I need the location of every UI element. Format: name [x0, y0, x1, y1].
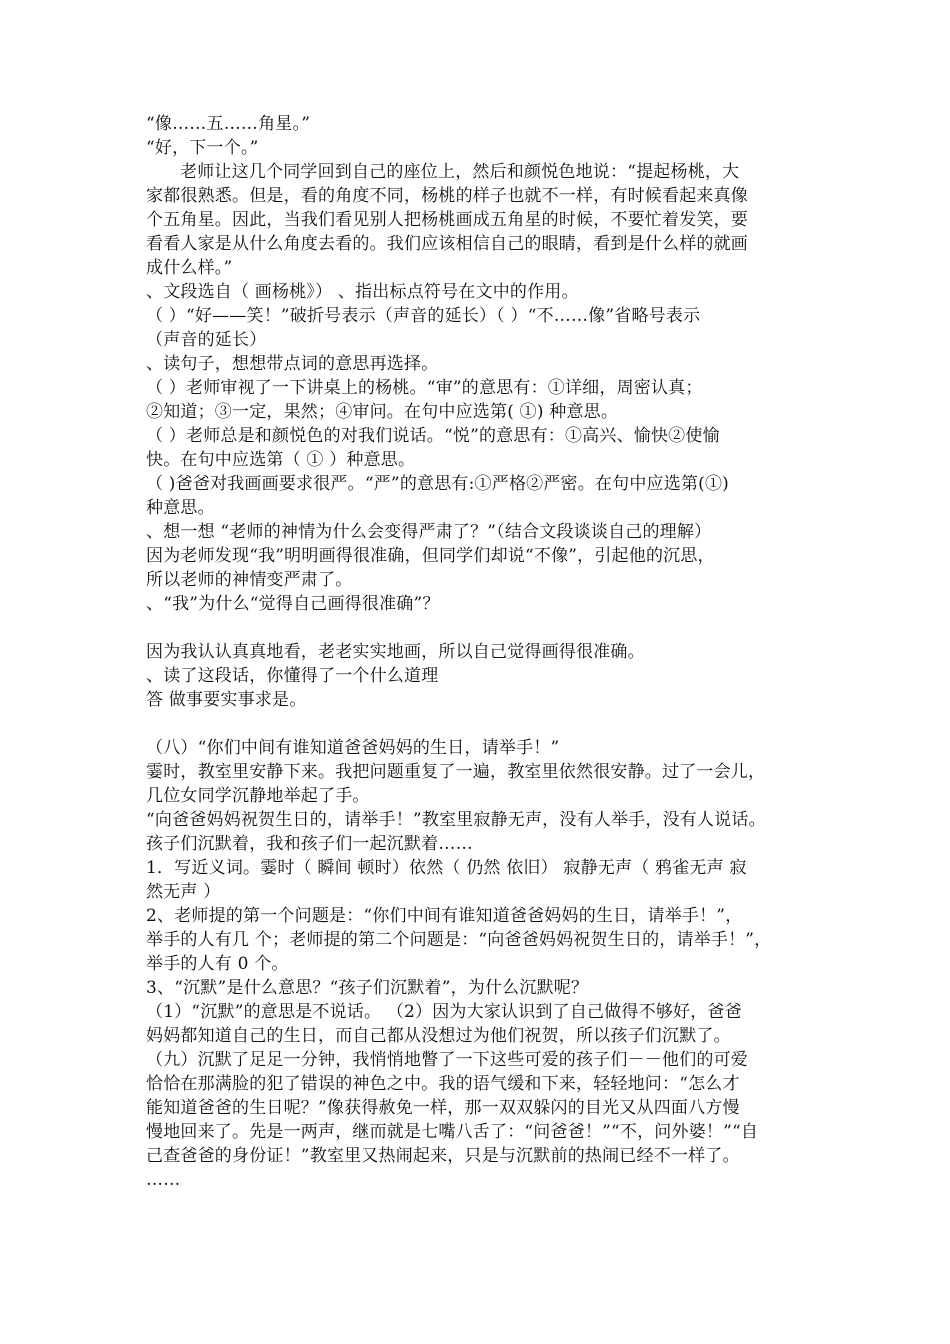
- text-line: 孩子们沉默着，我和孩子们一起沉默着……: [146, 834, 473, 854]
- question-line: （ ）老师审视了一下讲桌上的杨桃。“审”的意思有：①详细，周密认真；: [146, 378, 703, 398]
- document-page: [146, 112, 814, 1192]
- text-line: “好，下一个。”: [146, 138, 259, 158]
- answer-line: （1）“沉默”的意思是不说话。 （2）因为大家认识到了自己做得不够好，爸爸: [146, 1002, 742, 1022]
- text-line: 慢地回来了。先是一两声，继而就是七嘴八舌了：“问爸爸！”“不，问外婆！”“自: [146, 1122, 759, 1142]
- question-line: （ )爸爸对我画画要求很严。“严”的意思有:①严格②严密。在句中应选第(①): [146, 474, 730, 494]
- text-line: 霎时，教室里安静下来。我把问题重复了一遍，教室里依然很安静。过了一会儿，: [146, 762, 766, 782]
- question-line: 、读了这段话，你懂得了一个什么道理: [146, 666, 439, 686]
- question-line: ②知道；③一定，果然；④审问。在句中应选第( ①) 种意思。: [146, 402, 619, 422]
- answer-line: 所以老师的神情变严肃了。: [146, 570, 353, 590]
- blank-line: [146, 616, 814, 640]
- answer-line: 因为我认认真真地看，老老实实地画，所以自己觉得画得很准确。: [146, 642, 645, 662]
- text-line: “像……五……角星。”: [146, 114, 311, 134]
- section-heading: （九）沉默了足足一分钟，我悄悄地瞥了一下这些可爱的孩子们－－他们的可爱: [146, 1050, 748, 1070]
- question-line: 、读句子，想想带点词的意思再选择。: [146, 354, 439, 374]
- text-line: 成什么样。”: [146, 258, 233, 278]
- text-line: 个五角星。因此，当我们看见别人把杨桃画成五角星的时候，不要忙着发笑，要: [146, 210, 748, 230]
- text-line: 己查爸爸的身份证！”教室里又热闹起来，只是与沉默前的热闹已经不一样了。: [146, 1146, 740, 1166]
- question-line: 3、“沉默”是什么意思？“孩子们沉默着”，为什么沉默呢？: [146, 978, 589, 998]
- answer-line: 因为老师发现“我”明明画得很准确，但同学们却说“不像”，引起他的沉思，: [146, 546, 715, 566]
- question-line: 举手的人有 0 个。: [146, 954, 289, 974]
- text-line: “向爸爸妈妈祝贺生日的，请举手！”教室里寂静无声，没有人举手，没有人说话。: [146, 810, 766, 830]
- section-heading: （八）“你们中间有谁知道爸爸妈妈的生日，请举手！”: [146, 738, 560, 758]
- text-line: 看看人家是从什么角度去看的。我们应该相信自己的眼睛，看到是什么样的就画: [146, 234, 748, 254]
- question-line: 、“我”为什么“觉得自己画得很准确”？: [146, 594, 440, 614]
- text-line: 家都很熟悉。但是，看的角度不同，杨桃的样子也就不一样，有时候看起来真像: [146, 186, 748, 206]
- question-line: 然无声 ）: [146, 882, 221, 902]
- question-line: 1．写近义词。霎时（ 瞬间 顿时）依然（ 仍然 依旧） 寂静无声（ 鸦雀无声 寂: [146, 858, 747, 878]
- question-line: 、想一想 “老师的神情为什么会变得严肃了？”（结合文段谈谈自己的理解）: [146, 522, 712, 542]
- text-line: 能知道爸爸的生日呢？”像获得赦免一样，那一双双躲闪的目光又从四面八方慢: [146, 1098, 740, 1118]
- answer-line: 妈妈都知道自己的生日，而自己都从没想过为他们祝贺，所以孩子们沉默了。: [146, 1026, 731, 1046]
- question-line: （ ）老师总是和颜悦色的对我们说话。“悦”的意思有：①高兴、愉快②使愉: [146, 426, 720, 446]
- question-line: （声音的延长）: [146, 330, 267, 350]
- text-line: 老师让这几个同学回到自己的座位上，然后和颜悦色地说：“提起杨桃，大: [180, 162, 740, 182]
- question-line: 、文段选自（ 画杨桃》） 、指出标点符号在文中的作用。: [146, 282, 579, 302]
- question-line: （ ）“好——笑！”破折号表示（声音的延长）（ ）“不……像”省略号表示: [146, 306, 701, 326]
- question-line: 举手的人有几 个；老师提的第二个问题是：“向爸爸妈妈祝贺生日的，请举手！”，: [146, 930, 772, 950]
- text-line: 恰恰在那满脸的犯了错误的神色之中。我的语气缓和下来，轻轻地问：“怎么才: [146, 1074, 740, 1094]
- answer-line: 答 做事要实事求是。: [146, 690, 307, 710]
- blank-line: [146, 712, 814, 736]
- question-line: 种意思。: [146, 498, 215, 518]
- question-line: 快。在句中应选第（ ① ）种意思。: [146, 450, 416, 470]
- text-line: 几位女同学沉静地举起了手。: [146, 786, 370, 806]
- question-line: 2、老师提的第一个问题是：“你们中间有谁知道爸爸妈妈的生日，请举手！”，: [146, 906, 743, 926]
- ellipsis-line: ……: [146, 1170, 181, 1190]
